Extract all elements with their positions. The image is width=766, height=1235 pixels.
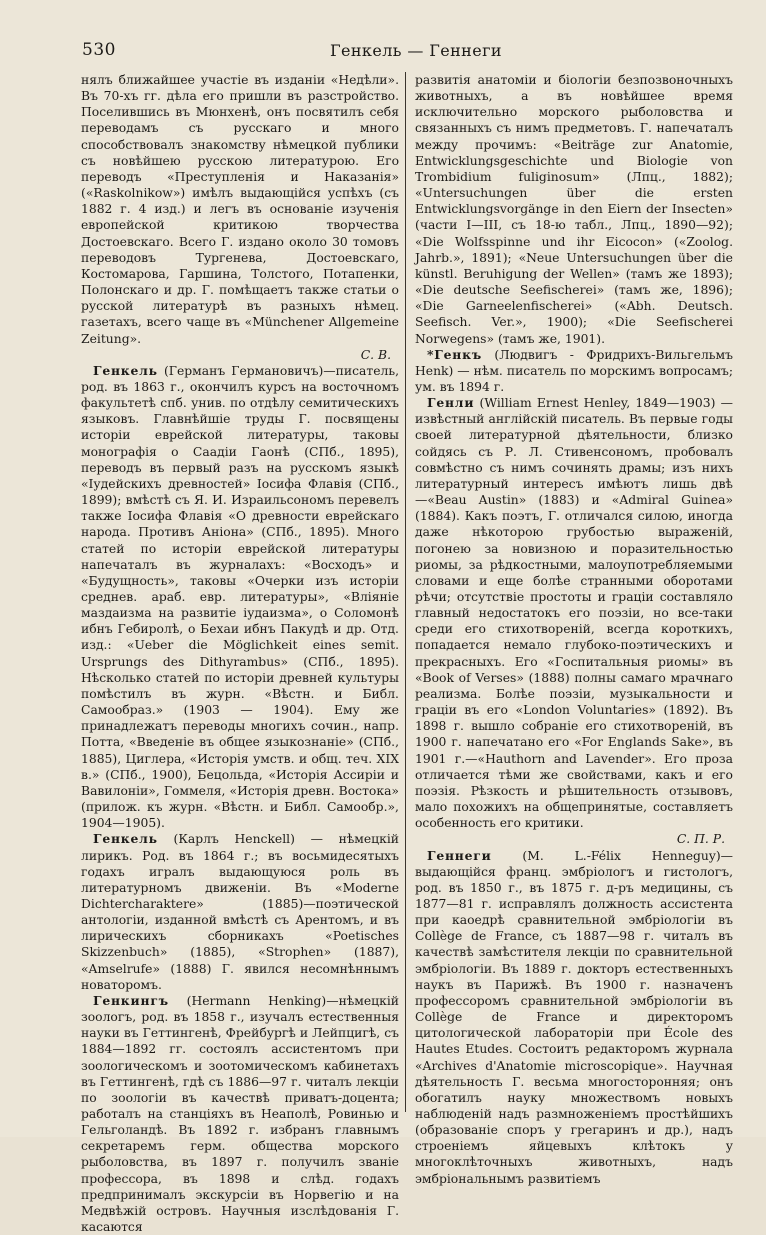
entry-text: (William Ernest Henley, 1849—1903) — извѣстный англійскій писатель. Въ первые годы своей литературной дѣятельности, близко сойдясь съ Р. Л. Стивенсономъ, пробовалъ совмѣстно съ нимъ сочинять драмы; изъ нихъ литературный интересъ имѣютъ лишь двѣ—«Beau Austin» (1883) и «Admiral Guinea» (1884). Какъ поэтъ, Г. отличался силою, иногда даже нѣкоторою грубостью выраженій, погонею за новизною и поразительностью риомы, за рѣдкостными, малоупотребляемыми словами и еще болѣе странными оборотами рѣчи; отсутствіе простоты и граціи составляло главный недостатокъ его поэзіи, но все-таки среди его стихотвореній, всегда короткихъ, попадается немало глубоко-поэтическихъ и прекрасныхъ. Его «Госпитальныя риомы» въ «Book of Verses» (1888) полны самаго мрачнаго реализма. Болѣе поэзіи, музыкальности и граціи въ его «London Voluntaries» (1892). Въ 1898 г. вышло собраніе его стихотвореній, въ 1900 г. напечатано его «For Englands Sake», въ 1901 г.—«Hauthorn and Lavender». Его проза отличается тѣми же свойствами, какъ и его поэзія. Рѣзкость и рѣшительность отзывовъ, мало похожихъ на общепринятые, составляетъ особенность его критики.: [415, 396, 733, 831]
entry-headword: Генли: [427, 395, 475, 411]
article-entry-gennegi: [415, 848, 733, 1187]
article-entry-genli: [415, 395, 733, 831]
column-divider: [405, 72, 406, 1112]
entry-text: (Hermann Henking)—нѣмецкій зоологъ, род. въ 1858 г., изучалъ естественныя науки въ Геттингенѣ, Фрейбургѣ и Лейпцигѣ, съ 1884—1892 гг. состоялъ ассистентомъ при зоологическомъ и зоотомическомъ кабинетахъ въ Геттингенѣ, гдѣ съ 1886—97 г. читалъ лекціи по зоологіи въ качествѣ приватъ-доцента; работалъ на станціяхъ въ Неаполѣ, Ровинью и Гельголандѣ. Въ 1892 г. избранъ главнымъ секретаремъ герм. общества морского рыболовства, въ 1897 г. получилъ званіе профессора, въ 1898 и слѣд. годахъ предпринималъ экскурсіи въ Норвегію и на Медвѣжій островъ. Научныя изслѣдованія Г. касаются: [81, 993, 399, 1235]
author-signature: С. П. Р.: [676, 832, 725, 847]
right-column: [415, 72, 733, 1186]
running-title: Генкель — Геннеги: [330, 41, 502, 60]
page-number: 530: [82, 40, 116, 60]
left-column: [81, 72, 399, 1235]
entry-headword: Генкингъ: [93, 992, 169, 1008]
article-text: развитія анатоміи и біологіи безпозвоночныхъ животныхъ, а въ новѣйшее время исключительно морского рыболовства и связанныхъ съ нимъ предметовъ. Г. напечаталъ между прочимъ: «Beiträge zur Anatomie, Entwicklungsgeschichte und Biologie von Trombidium fuliginosum» (Лпц., 1882); «Untersuchungen über die ersten Entwicklungsvorgänge in den Eiern der Insecten» (части I—III, съ 18-ю табл., Лпц., 1890—92); «Die Wolfsspinne und ihr Eicocon» («Zoolog. Jahrb.», 1891); «Neue Untersuchungen über die künstl. Beruhigung der Wellen» (тамъ же 1893); «Die deutsche Seefischerei» (тамъ же, 1896); «Die Garneelenfischerei» («Abh. Deutsch. Seefisch. Ver.», 1900); «Die Seefischerei Norwegens» (тамъ же, 1901).: [415, 73, 733, 346]
page-header: [82, 40, 682, 66]
entry-headword: Геннеги: [427, 847, 492, 863]
article-entry-genkel-karl: [81, 831, 399, 993]
entry-headword: Генкель: [93, 362, 158, 378]
article-entry-genking: [81, 993, 399, 1235]
article-continuation: [415, 72, 733, 347]
article-entry-genkel-german: [81, 363, 399, 832]
entry-text: (Германъ Германовичъ)—писатель, род. въ 1863 г., окончилъ курсъ на восточномъ факультетѣ спб. унив. по отдѣлу семитическихъ языковъ. Главнѣйшіе труды Г. посвящены исторіи еврейской литературы, таковы монографія о Саадіи Гаонѣ (СПб., 1895), переводъ въ первый разъ на русскомъ языкѣ «Іудейскихъ древностей» Іосифа Флавія (СПб., 1899); вмѣстѣ съ Я. И. Израильсономъ перевелъ также Іосифа Флавія «О древности еврейскаго народа. Противъ Аніона» (СПб., 1895). Много статей по исторіи еврейской литературы напечаталъ въ журналахъ: «Восходъ» и «Будущность», таковы «Очерки изъ исторіи среднев. араб. евр. литературы», «Вліяніе маздаизма на развитіе іудаизма», о Соломонѣ ибнъ Гебиролѣ, о Бехаи ибнъ Пакудѣ и др. Отд. изд.: «Ueber die Möglichkeit eines semit. Ursprungs des Dithyrambus» (СПб., 1895). Нѣсколько статей по исторіи древней культуры помѣстилъ въ журн. «Вѣстн. и Библ. Самообраз.» (1903 — 1904). Ему же принадлежатъ переводы многихъ сочин., напр. Потта, «Введеніе въ общее языкознаніе» (СПб., 1885), Циглера, «Исторія умств. и общ. теч. XIX в.» (СПб., 1900), Бецольда, «Исторія Ассиріи и Вавилоніи», Гоммеля, «Исторія древн. Востока» (прилож. къ журн. «Вѣстн. и Библ. Самообр.», 1904—1905).: [81, 363, 399, 831]
article-continuation: [81, 72, 399, 347]
entry-text: (Людвигъ - Фридрихъ-Вильгельмъ Henk) — нѣм. писатель по морскимъ вопросамъ; ум. въ 1894 г.: [415, 347, 733, 394]
author-signature: С. В.: [360, 347, 391, 362]
entry-headword: *Генкъ: [427, 346, 483, 362]
article-text: нялъ ближайшее участіе въ изданіи «Недѣли». Въ 70-хъ гг. дѣла его пришли въ разстройство. Поселившись въ Мюнхенѣ, онъ посвятилъ себя переводамъ съ русскаго и много способствовалъ знакомству нѣмецкой публики съ новѣйшею русскою литературою. Его переводъ «Преступленія и Наказанія» («Raskolnikow») имѣлъ выдающійся успѣхъ (съ 1882 г. 4 изд.) и легъ въ основаніе изученія европейской критикою творчества Достоевскаго. Всего Г. издано около 30 томовъ переводовъ Тургенева, Достоевскаго, Костомарова, Гаршина, Толстого, Потапенки, Полонскаго и др. Г. помѣщаетъ также статьи о русской литературѣ въ разныхъ нѣмец. газетахъ, всего чаще въ «Münchener Allgemeine Zeitung».: [81, 73, 399, 346]
entry-text: (Карлъ Henckell) — нѣмецкій лирикъ. Род. въ 1864 г.; въ восьмидесятыхъ годахъ игралъ выдающуюся роль въ литературномъ движеніи. Въ «Moderne Dichtercharaktere» (1885)—поэтической антологіи, изданной вмѣстѣ съ Арентомъ, и въ лирическихъ сборникахъ «Poetisches Skizzenbuch» (1885), «Strophen» (1887), «Amselrufe» (1888) Г. явился несомнѣннымъ новаторомъ.: [81, 832, 399, 992]
entry-headword: Генкель: [93, 831, 158, 847]
article-entry-genk: [415, 347, 733, 395]
entry-text: (M. L.-Félix Henneguy)—выдающійся франц. эмбріологъ и гистологъ, род. въ 1850 г., въ 1875 г. д-ръ медицины, съ 1877—81 г. исправлялъ должность ассистента при каоедрѣ сравнительной эмбріологіи въ Collège de France, съ 1887—98 г. читалъ въ качествѣ замѣстителя лекціи по сравнительной эмбріологіи. Въ 1889 г. докторъ естественныхъ наукъ въ Парижѣ. Въ 1900 г. назначенъ профессоромъ сравнительной эмбріологіи въ Collège de France и директоромъ цитологической лабораторіи при École des Hautes Etudes. Состоитъ редакторомъ журнала «Archives d'Anatomie microscopique». Научная дѣятельность Г. весьма многосторонняя; онъ обогатилъ науку множествомъ новыхъ наблюденій надъ размноженіемъ простѣйшихъ (образованіе споръ у грегаринъ и др.), надъ строеніемъ яйцевыхъ клѣтокъ у многоклѣточныхъ животныхъ, надъ эмбріональнымъ развитіемъ: [415, 848, 733, 1186]
